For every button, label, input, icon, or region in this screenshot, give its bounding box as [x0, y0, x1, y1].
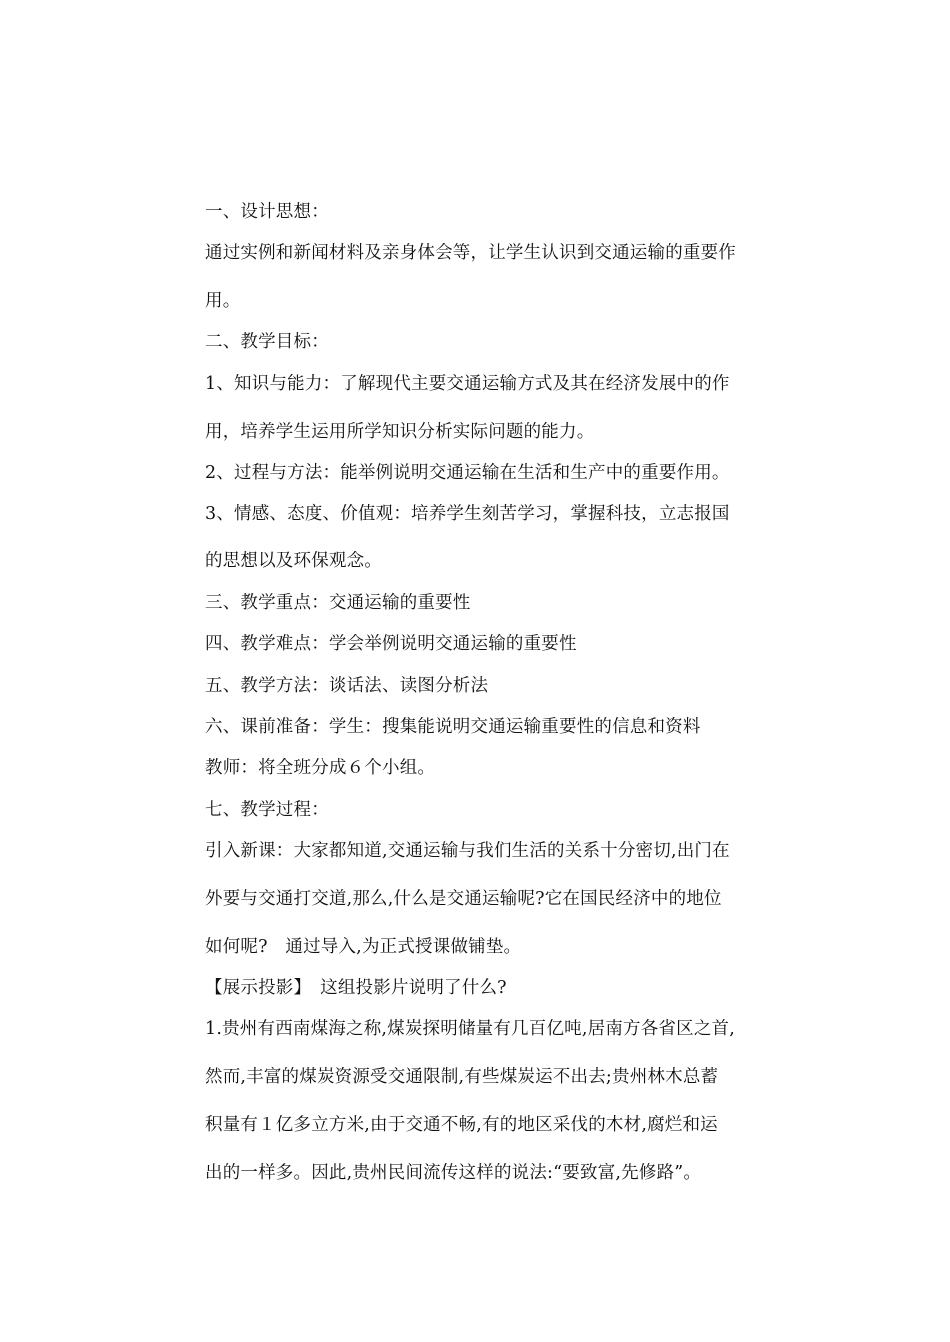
section-heading-method: 五、教学方法：谈话法、读图分析法 — [205, 676, 489, 696]
section-heading-difficulty: 四、教学难点：学会举例说明交通运输的重要性 — [205, 634, 577, 654]
paragraph-line: 2、过程与方法：能举例说明交通运输在生活和生产中的重要作用。 — [205, 463, 730, 483]
paragraph-line: 通过实例和新闻材料及亲身体会等，让学生认识到交通运输的重要作 — [205, 243, 736, 263]
paragraph-line: 用，培养学生运用所学知识分析实际问题的能力。 — [205, 422, 595, 442]
section-heading-process: 七、教学过程： — [205, 800, 329, 820]
paragraph-line: 如何呢? 通过导入,为正式授课做铺垫。 — [205, 937, 522, 957]
paragraph-line: 用。 — [205, 291, 241, 311]
paragraph-line: 3、情感、态度、价值观：培养学生刻苦学习，掌握科技，立志报国 — [205, 504, 730, 524]
section-heading-key-point: 三、教学重点：交通运输的重要性 — [205, 593, 471, 613]
paragraph-line: 1、知识与能力：了解现代主要交通运输方式及其在经济发展中的作 — [205, 374, 730, 394]
paragraph-line: 1.贵州有西南煤海之称,煤炭探明储量有几百亿吨,居南方各省区之首, — [205, 1019, 735, 1039]
section-heading-design: 一、设计思想： — [205, 202, 329, 222]
paragraph-line: 引入新课：大家都知道,交通运输与我们生活的关系十分密切,出门在 — [205, 841, 730, 861]
section-heading-preparation: 六、课前准备：学生：搜集能说明交通运输重要性的信息和资料 — [205, 717, 701, 737]
paragraph-line: 【展示投影】 这组投影片说明了什么? — [205, 978, 507, 998]
paragraph-line: 的思想以及环保观念。 — [205, 551, 382, 571]
paragraph-line: 外要与交通打交道,那么,什么是交通运输呢?它在国民经济中的地位 — [205, 889, 722, 909]
paragraph-line: 然而,丰富的煤炭资源受交通限制,有些煤炭运不出去;贵州林木总蓄 — [205, 1067, 719, 1087]
paragraph-line: 出的一样多。因此,贵州民间流传这样的说法:“要致富,先修路”。 — [205, 1163, 702, 1183]
paragraph-line: 教师：将全班分成６个小组。 — [205, 758, 436, 778]
paragraph-line: 积量有１亿多立方米,由于交通不畅,有的地区采伐的木材,腐烂和运 — [205, 1115, 718, 1135]
section-heading-goals: 二、教学目标： — [205, 332, 329, 352]
